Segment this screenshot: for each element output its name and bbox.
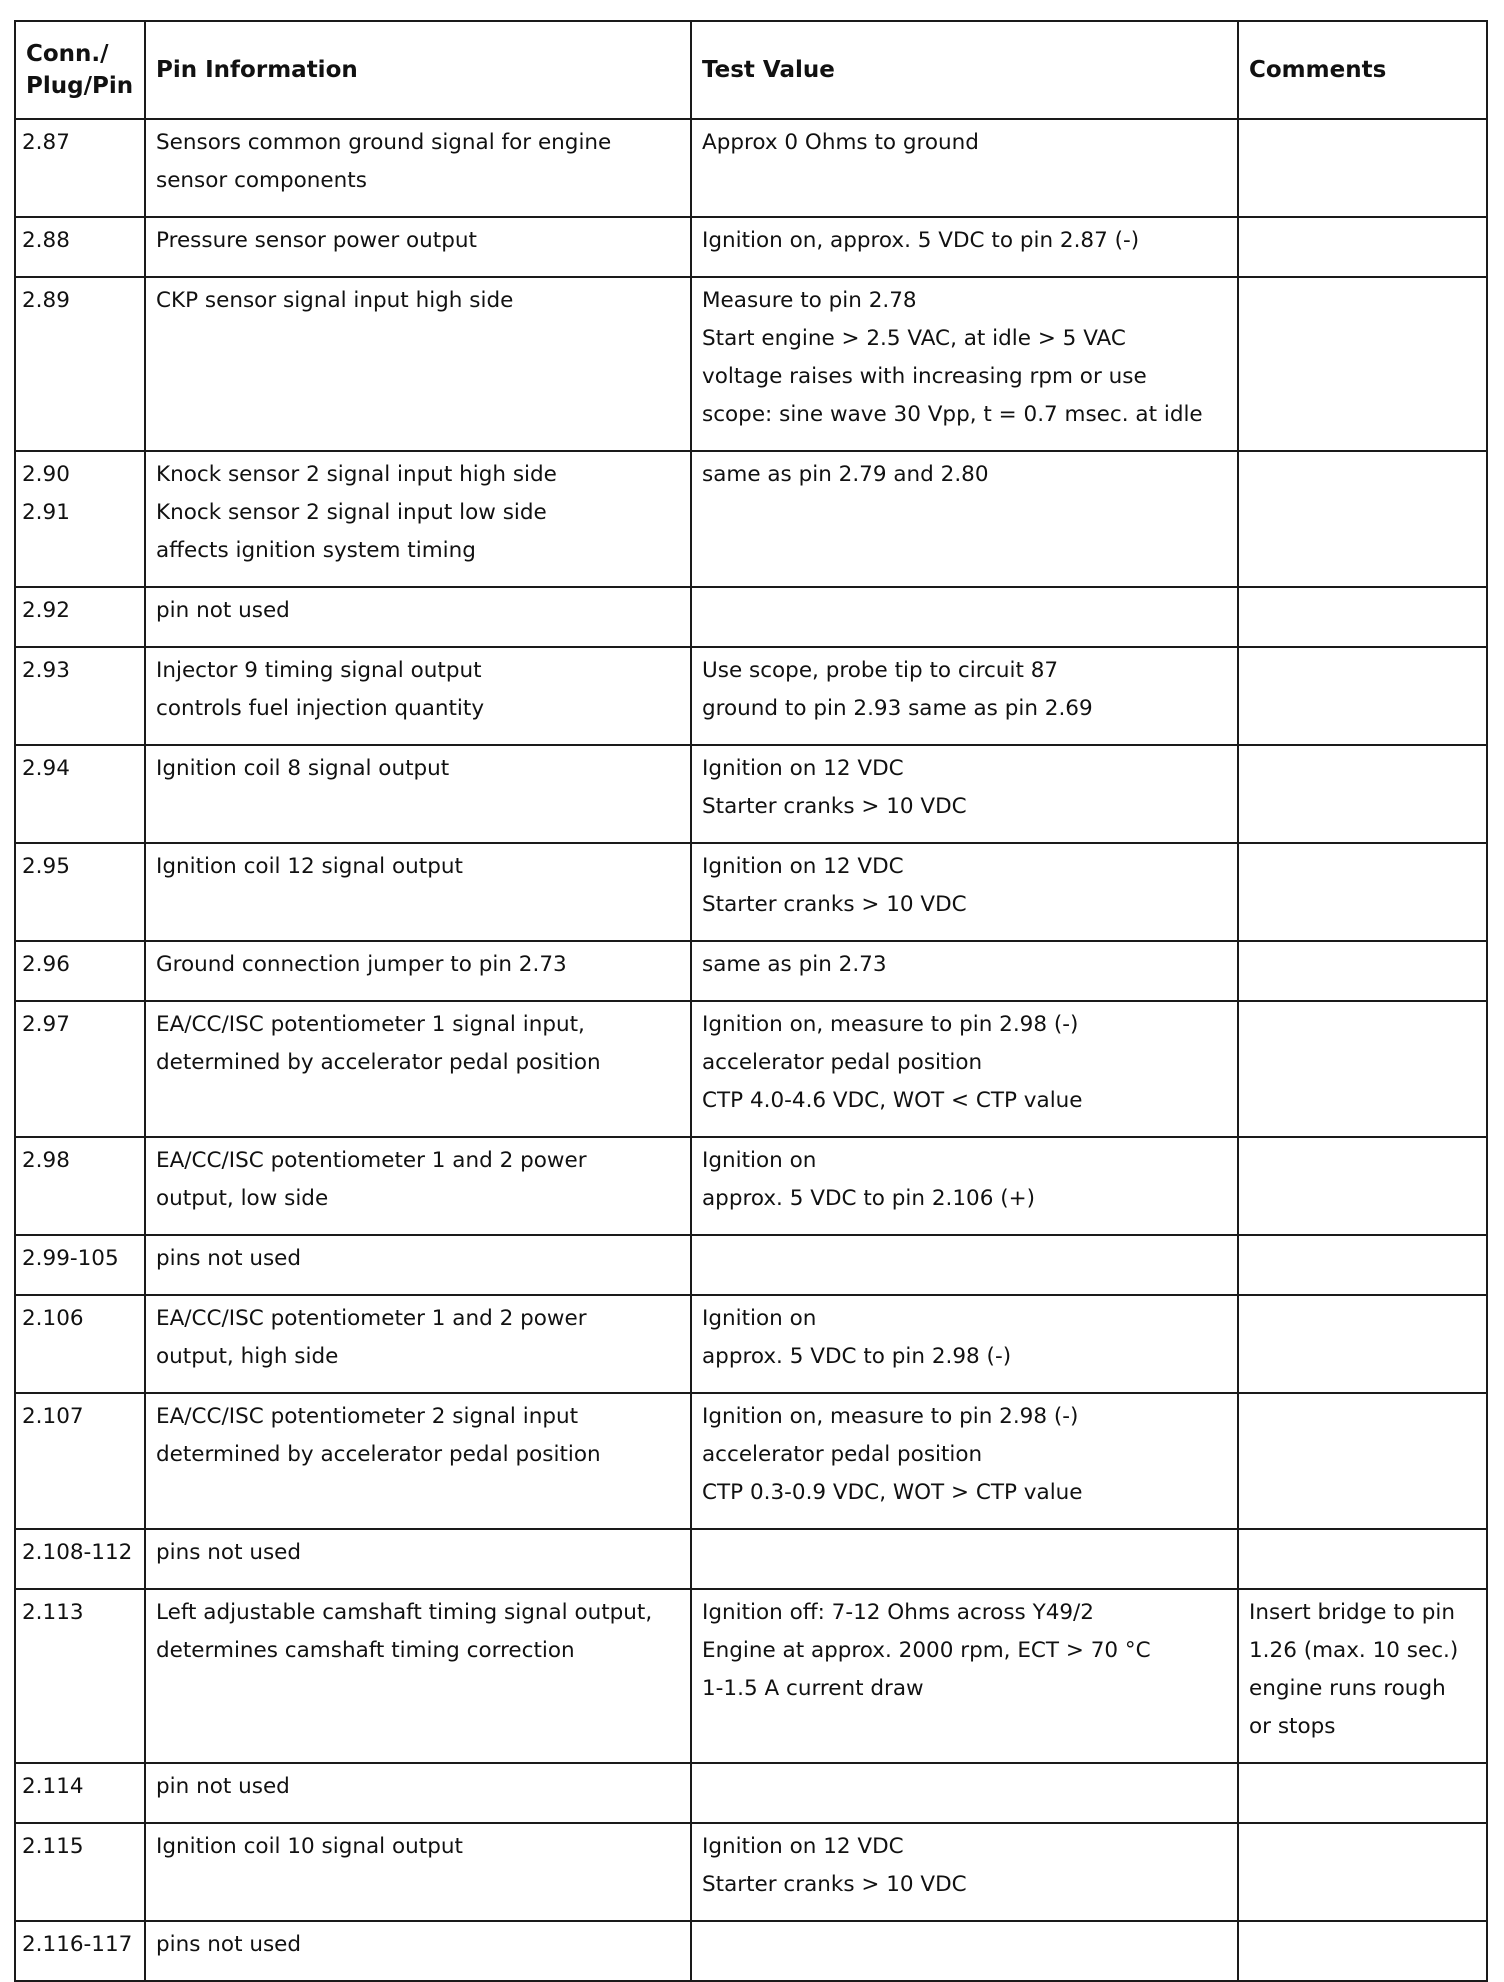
pin-information-cell: pin not used — [145, 587, 691, 647]
test-value-cell — [691, 1235, 1238, 1295]
pin-cell: 2.115 — [15, 1823, 145, 1921]
test-value-cell: Ignition on approx. 5 VDC to pin 2.98 (-) — [691, 1295, 1238, 1393]
comments-cell — [1238, 1393, 1487, 1529]
table-row — [15, 941, 1487, 1001]
pin-cell: 2.88 — [15, 217, 145, 277]
pin-cell: 2.99-105 — [15, 1235, 145, 1295]
pin-information-cell: Knock sensor 2 signal input high side Knock sensor 2 signal input low side affects ignition system timing — [145, 451, 691, 587]
comments-cell — [1238, 941, 1487, 1001]
pin-information-cell: pins not used — [145, 1529, 691, 1589]
pin-information-cell: CKP sensor signal input high side — [145, 277, 691, 451]
comments-cell — [1238, 1295, 1487, 1393]
pin-cell: 2.94 — [15, 745, 145, 843]
pin-information-cell: EA/CC/ISC potentiometer 1 and 2 power output, high side — [145, 1295, 691, 1393]
pin-information-cell: pins not used — [145, 1235, 691, 1295]
table-body — [15, 119, 1487, 1981]
test-value-cell: Ignition on, approx. 5 VDC to pin 2.87 (-) — [691, 217, 1238, 277]
table-row — [15, 119, 1487, 217]
pin-cell: 2.107 — [15, 1393, 145, 1529]
pin-cell: 2.87 — [15, 119, 145, 217]
header-test-value: Test Value — [691, 21, 1238, 119]
comments-cell — [1238, 1137, 1487, 1235]
test-value-cell: Ignition on 12 VDC Starter cranks > 10 VDC — [691, 843, 1238, 941]
test-value-cell: Use scope, probe tip to circuit 87 ground to pin 2.93 same as pin 2.69 — [691, 647, 1238, 745]
test-value-cell: Ignition on approx. 5 VDC to pin 2.106 (+) — [691, 1137, 1238, 1235]
comments-cell — [1238, 745, 1487, 843]
pin-cell: 2.113 — [15, 1589, 145, 1763]
header-pin-information: Pin Information — [145, 21, 691, 119]
table-row — [15, 1137, 1487, 1235]
test-value-cell: same as pin 2.73 — [691, 941, 1238, 1001]
table-header-row — [15, 21, 1487, 119]
comments-cell — [1238, 1763, 1487, 1823]
pin-cell: 2.95 — [15, 843, 145, 941]
table-row — [15, 1295, 1487, 1393]
table-row — [15, 217, 1487, 277]
pin-information-cell: Ignition coil 10 signal output — [145, 1823, 691, 1921]
test-value-cell: Ignition on, measure to pin 2.98 (-) accelerator pedal position CTP 0.3-0.9 VDC, WOT > CTP value — [691, 1393, 1238, 1529]
pin-cell: 2.116-117 — [15, 1921, 145, 1981]
comments-cell — [1238, 1001, 1487, 1137]
pin-cell: 2.106 — [15, 1295, 145, 1393]
table-row — [15, 1763, 1487, 1823]
pin-cell: 2.98 — [15, 1137, 145, 1235]
pin-cell: 2.108-112 — [15, 1529, 145, 1589]
test-value-cell: Ignition on 12 VDC Starter cranks > 10 VDC — [691, 745, 1238, 843]
pin-information-cell: Left adjustable camshaft timing signal output, determines camshaft timing correction — [145, 1589, 691, 1763]
test-value-cell: Ignition on, measure to pin 2.98 (-) accelerator pedal position CTP 4.0-4.6 VDC, WOT < CTP value — [691, 1001, 1238, 1137]
comments-cell — [1238, 1529, 1487, 1589]
pin-information-cell: Ignition coil 8 signal output — [145, 745, 691, 843]
pin-information-cell: Ground connection jumper to pin 2.73 — [145, 941, 691, 1001]
test-value-cell — [691, 587, 1238, 647]
pin-cell: 2.97 — [15, 1001, 145, 1137]
comments-cell — [1238, 1921, 1487, 1981]
pin-cell: 2.93 — [15, 647, 145, 745]
header-comments: Comments — [1238, 21, 1487, 119]
pin-information-cell: pins not used — [145, 1921, 691, 1981]
table-row — [15, 1921, 1487, 1981]
test-value-cell — [691, 1529, 1238, 1589]
comments-cell — [1238, 1235, 1487, 1295]
comments-cell — [1238, 277, 1487, 451]
comments-cell — [1238, 647, 1487, 745]
table-row — [15, 843, 1487, 941]
comments-cell: Insert bridge to pin 1.26 (max. 10 sec.) engine runs rough or stops — [1238, 1589, 1487, 1763]
test-value-cell: Ignition on 12 VDC Starter cranks > 10 VDC — [691, 1823, 1238, 1921]
test-value-cell: Measure to pin 2.78 Start engine > 2.5 VAC, at idle > 5 VAC voltage raises with increasing rpm or use scope: sine wave 30 Vpp, t = 0.7 msec. at idle — [691, 277, 1238, 451]
comments-cell — [1238, 587, 1487, 647]
table-row — [15, 1001, 1487, 1137]
table-row — [15, 1823, 1487, 1921]
comments-cell — [1238, 1823, 1487, 1921]
test-value-cell: same as pin 2.79 and 2.80 — [691, 451, 1238, 587]
table-row — [15, 647, 1487, 745]
comments-cell — [1238, 217, 1487, 277]
pin-information-cell: Pressure sensor power output — [145, 217, 691, 277]
pin-information-cell: Sensors common ground signal for engine sensor components — [145, 119, 691, 217]
table-row — [15, 1589, 1487, 1763]
table-row — [15, 277, 1487, 451]
pin-information-cell: EA/CC/ISC potentiometer 1 signal input, determined by accelerator pedal position — [145, 1001, 691, 1137]
pin-information-cell: Ignition coil 12 signal output — [145, 843, 691, 941]
table-row — [15, 1393, 1487, 1529]
test-value-cell — [691, 1921, 1238, 1981]
table-row — [15, 587, 1487, 647]
pin-cell: 2.96 — [15, 941, 145, 1001]
table-row — [15, 1529, 1487, 1589]
table-row — [15, 745, 1487, 843]
comments-cell — [1238, 451, 1487, 587]
comments-cell — [1238, 119, 1487, 217]
pin-information-table — [14, 20, 1488, 1982]
pin-information-cell: EA/CC/ISC potentiometer 2 signal input determined by accelerator pedal position — [145, 1393, 691, 1529]
pin-information-cell: Injector 9 timing signal output controls fuel injection quantity — [145, 647, 691, 745]
comments-cell — [1238, 843, 1487, 941]
test-value-cell — [691, 1763, 1238, 1823]
pin-cell: 2.92 — [15, 587, 145, 647]
pin-information-cell: EA/CC/ISC potentiometer 1 and 2 power output, low side — [145, 1137, 691, 1235]
table-row — [15, 1235, 1487, 1295]
header-conn-plug-pin: Conn./ Plug/Pin — [15, 21, 145, 119]
pin-cell: 2.89 — [15, 277, 145, 451]
test-value-cell: Approx 0 Ohms to ground — [691, 119, 1238, 217]
test-value-cell: Ignition off: 7-12 Ohms across Y49/2 Engine at approx. 2000 rpm, ECT > 70 °C 1-1.5 A current draw — [691, 1589, 1238, 1763]
pin-information-cell: pin not used — [145, 1763, 691, 1823]
pin-cell: 2.114 — [15, 1763, 145, 1823]
table-row — [15, 451, 1487, 587]
pin-cell: 2.90 2.91 — [15, 451, 145, 587]
